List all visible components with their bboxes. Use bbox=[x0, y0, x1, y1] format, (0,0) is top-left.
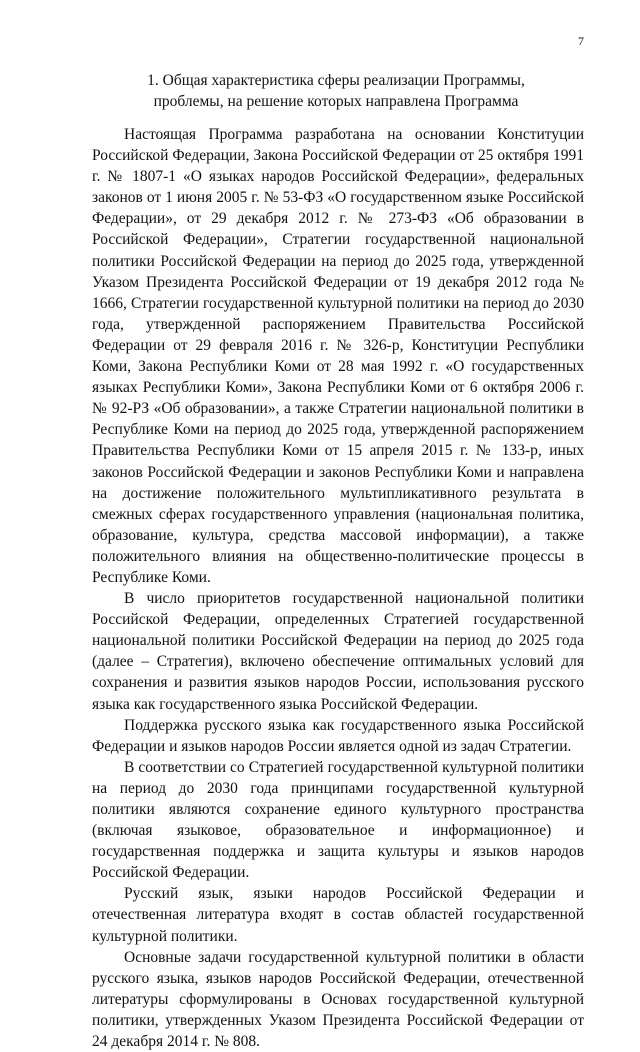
section-heading-line-2: проблемы, на решение которых направлена Программа bbox=[153, 93, 519, 110]
paragraph-5: Русский язык, языки народов Российской Федерации и отечественная литература входят в состав областей государственной культурной политики. bbox=[92, 885, 584, 945]
body-text bbox=[92, 124, 584, 1052]
paragraph-2: В число приоритетов государственной национальной политики Российской Федерации, определенных Стратегией государственной национальной политики Российской Федерации на период до 2025 года (далее – Стратегия), включено обеспечение оптимальных условий для сохранения и развития языков народов России, использования русского языка как государственного языка Российской Федерации. bbox=[92, 590, 584, 713]
paragraph-6: Основные задачи государственной культурной политики в области русского языка, языков народов Российской Федерации, отечественной литературы сформулированы в Основах государственной культурной политики, утвержденных Указом Президента Российской Федерации от 24 декабря 2014 г. № 808. bbox=[92, 948, 584, 1051]
section-heading-line-1: 1. Общая характеристика сферы реализации Программы, bbox=[147, 72, 525, 89]
paragraph-1: Настоящая Программа разработана на основании Конституции Российской Федерации, Закона Российской Федерации от 25 октября 1991 г. № 1807-1 «О языках народов Российской Федерации», федеральных законов от 1 июня 2005 г. № 53-ФЗ «О государственном языке Российской Федерации», от 29 декабря 2012 г. № 273-ФЗ «Об образовании в Российской Федерации», Стратегии государственной национальной политики Российской Федерации на период до 2025 года, утвержденной Указом Президента Российской Федерации от 19 декабря 2012 года № 1666, Стратегии государственной культурной политики на период до 2030 года, утвержденной распоряжением Правительства Российской Федерации от 29 февраля 2016 г. № 326-р, Конституции Республики Коми, Закона Республики Коми от 28 мая 1992 г. «О государственных языках Республики Коми», Закона Республики Коми от 6 октября 2006 г. № 92-РЗ «Об образовании», а также Стратегии национальной политики в Республике Коми на период до 2025 года, утвержденной распоряжением Правительства Республики Коми от 15 апреля 2015 г. № 133-р, иных законов Российской Федерации и законов Республики Коми и направлена на достижение положительного мультипликативного результата в смежных сферах государственного управления (национальная политика, образование, культура, средства массовой информации), а также положительного влияния на общественно-политические процессы в Республике Коми. bbox=[92, 126, 584, 586]
section-heading bbox=[96, 70, 576, 112]
paragraph-3: Поддержка русского языка как государственного языка Российской Федерации и языков народов России является одной из задач Стратегии. bbox=[92, 716, 584, 755]
page-number: 7 bbox=[578, 34, 584, 48]
paragraph-4: В соответствии со Стратегией государственной культурной политики на период до 2030 года принципами государственной культурной политики являются сохранение единого культурного пространства (включая языковое, образовательное и информационное) и государственная поддержка и защита культуры и языков народов Российской Федерации. bbox=[92, 758, 584, 882]
